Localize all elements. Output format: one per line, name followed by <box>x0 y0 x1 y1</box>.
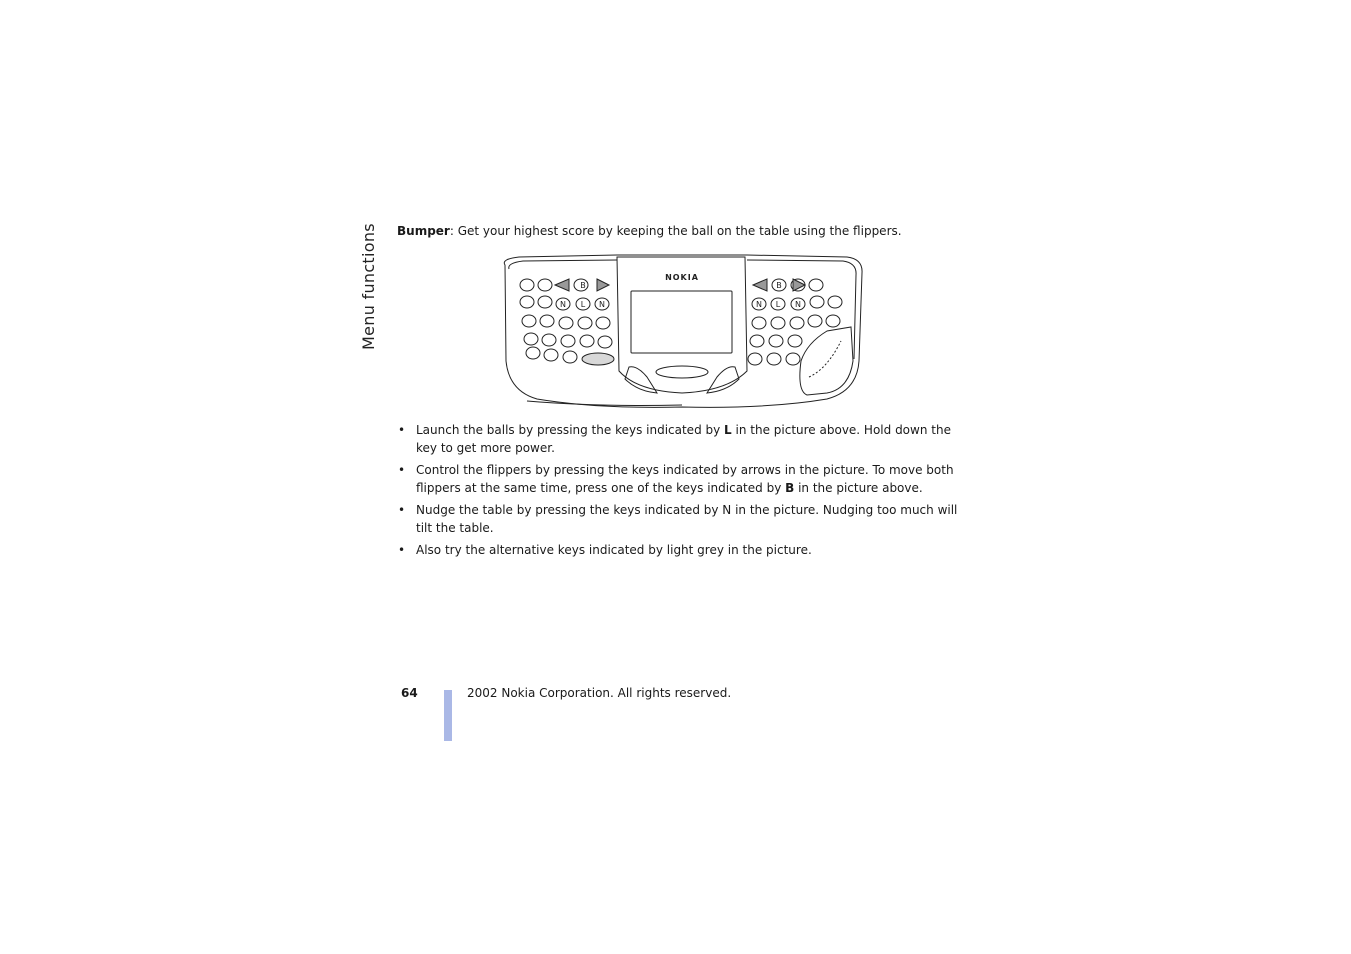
brand-logo: NOKIA <box>665 273 699 282</box>
key-label-b-right: B <box>776 281 782 290</box>
phone-keypad-illustration <box>497 251 867 411</box>
left-keypad <box>520 279 614 365</box>
right-keypad <box>748 279 842 365</box>
key-label-n-right-2: N <box>795 300 801 309</box>
page-number: 64 <box>401 686 418 700</box>
list-item: • Launch the balls by pressing the keys indicated by L in the picture above. Hold down the key to get more power. <box>398 423 951 455</box>
key-label-l-left: L <box>580 300 586 309</box>
display-screen <box>631 291 732 353</box>
left-light-grey-key <box>582 353 614 365</box>
left-arrow-key-right <box>597 279 609 291</box>
key-label-b-left: B <box>580 281 586 290</box>
list-item: • Also try the alternative keys indicated by light grey in the picture. <box>398 543 812 557</box>
key-label-n-left-2: N <box>599 300 605 309</box>
left-arrow-key <box>555 279 569 291</box>
intro-term: Bumper <box>397 224 450 238</box>
copyright-notice: 2002 Nokia Corporation. All rights reserved. <box>467 686 732 700</box>
navigation-key <box>656 366 708 378</box>
list-item: • Control the flippers by pressing the keys indicated by arrows in the picture. To move both flippers at the same time, press one of the keys indicated by B in the picture above. <box>398 463 954 495</box>
key-label-n-right-1: N <box>756 300 762 309</box>
key-label-n-left-1: N <box>560 300 566 309</box>
intro-text: : Get your highest score by keeping the ball on the table using the flippers. <box>449 224 902 238</box>
list-item: • Nudge the table by pressing the keys indicated by N in the picture. Nudging too much will tilt the table. <box>398 503 958 535</box>
intro-paragraph <box>397 222 977 240</box>
footer-accent-bar <box>444 690 452 741</box>
section-side-title: Menu functions <box>359 223 378 350</box>
instruction-list <box>397 421 972 563</box>
speaker-grille <box>800 327 853 395</box>
key-label-l-right: L <box>775 300 781 309</box>
right-arrow-key <box>753 279 767 291</box>
